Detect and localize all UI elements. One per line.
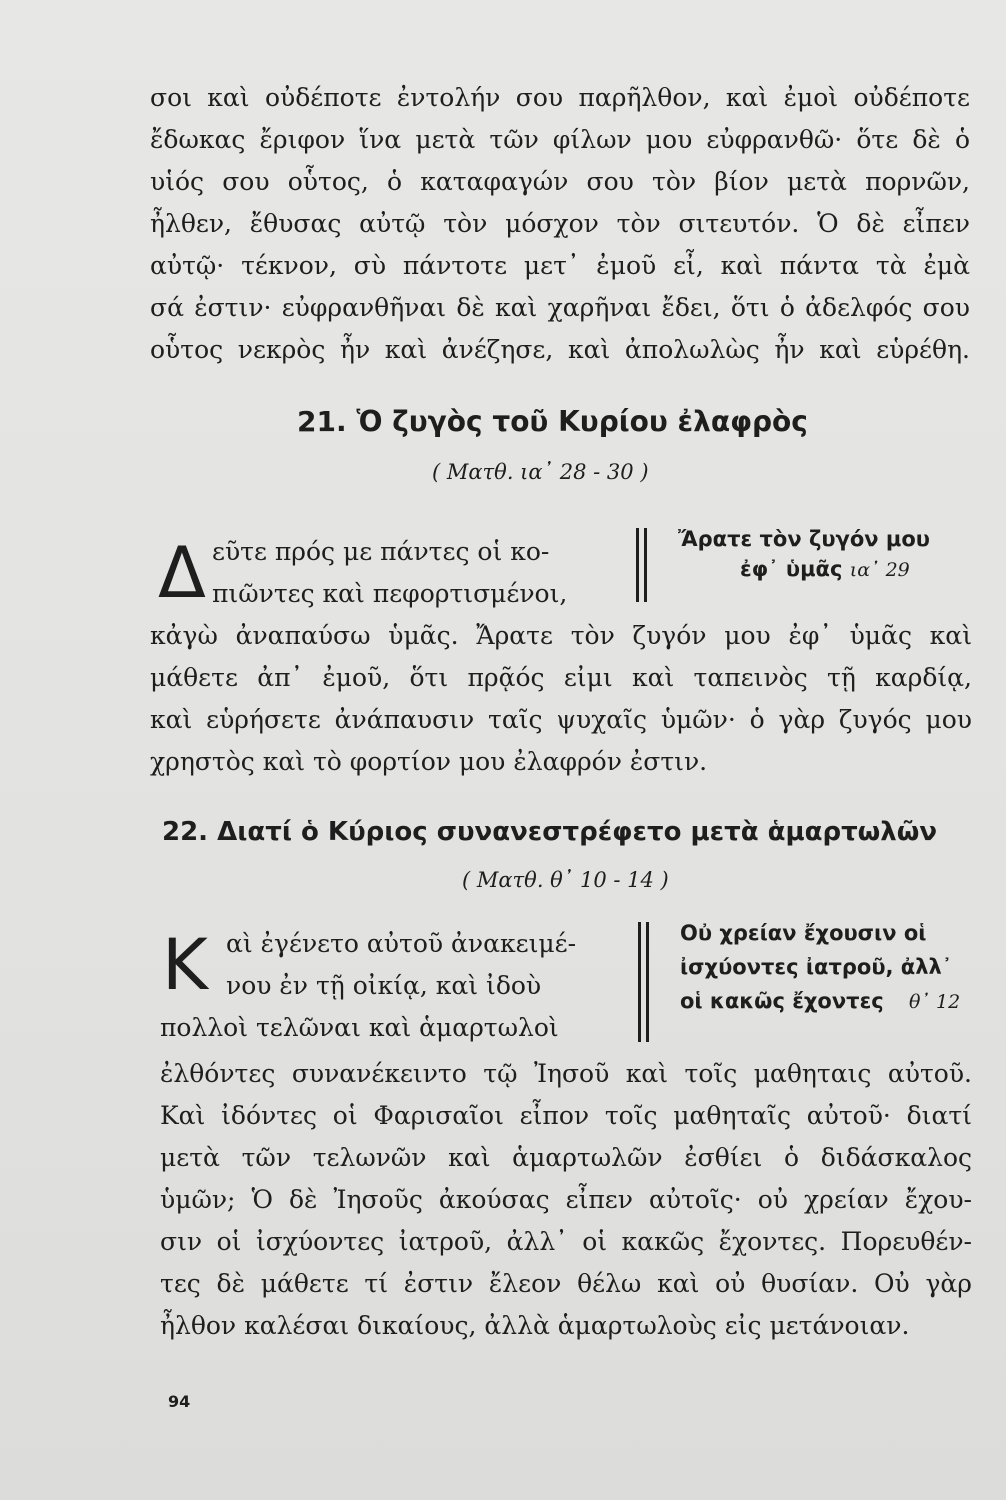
section-22-divider (638, 922, 641, 1042)
side-note-line: ἰσχύοντες ἰατροῦ, ἀλλ᾽ (680, 955, 953, 979)
page-number: 94 (168, 1392, 191, 1411)
section-22-divider (646, 922, 649, 1042)
section-21-body-line: καὶ εὑρήσετε ἀνάπαυσιν ταῖς ψυχαῖς ὑμῶν· ὁ γὰρ ζυγός μου (150, 705, 972, 734)
section-21-side-note (678, 524, 930, 585)
verse-reference: ια᾽ 29 (849, 559, 910, 581)
verse-reference: θ᾽ 12 (909, 991, 961, 1013)
section-22-reference: ( Ματθ. θ᾽ 10 - 14 ) (462, 868, 669, 892)
section-21-cap-line: εῦτε πρός με πάντες οἱ κο- (212, 537, 550, 566)
section-22-cap-line: αὶ ἐγένετο αὐτοῦ ἀνακειμέ- (226, 929, 577, 958)
section-22-drop-cap: Κ (162, 924, 208, 1006)
side-note-line: Ἄρατε τὸν ζυγόν μου (678, 527, 930, 551)
section-21-divider (644, 528, 647, 602)
side-note-line: Οὐ χρείαν ἔχουσιν οἱ (680, 921, 927, 945)
side-note-line (680, 986, 980, 1017)
intro-line: υἱός σου οὗτος, ὁ καταφαγών σου τὸν βίον μετὰ πορνῶν, (150, 167, 970, 196)
section-22-body-line: μετὰ τῶν τελωνῶν καὶ ἁμαρτωλῶν ἐσθίει ὁ διδάσκαλος (160, 1143, 972, 1172)
section-22-body-line: ἦλθον καλέσαι δικαίους, ἀλλὰ ἁμαρτωλοὺς εἰς μετάνοιαν. (160, 1311, 910, 1340)
section-22-body-line: σιν οἱ ἰσχύοντες ἰατροῦ, ἀλλ᾽ οἱ κακῶς ἔχοντες. Πορευθέν- (160, 1227, 972, 1256)
intro-line: οὗτος νεκρὸς ἦν καὶ ἀνέζησε, καὶ ἀπολωλὼς ἦν καὶ εὑρέθη. (150, 335, 970, 364)
intro-line: σά ἐστιν· εὐφρανθῆναι δὲ καὶ χαρῆναι ἔδει, ὅτι ὁ ἀδελφός σου (150, 293, 970, 322)
intro-line: ἦλθεν, ἔθυσας αὐτῷ τὸν μόσχον τὸν σιτευτόν. Ὁ δὲ εἶπεν (150, 209, 970, 238)
section-22-cap-line: νου ἐν τῇ οἰκίᾳ, καὶ ἰδοὺ (226, 971, 542, 1000)
section-22-body-line: Καὶ ἰδόντες οἱ Φαρισαῖοι εἶπον τοῖς μαθηταῖς αὐτοῦ· διατί (160, 1101, 972, 1130)
side-note-line (678, 554, 930, 585)
section-22-body-line: ὑμῶν; Ὁ δὲ Ἰησοῦς ἀκούσας εἶπεν αὐτοῖς· οὐ χρείαν ἔχου- (160, 1185, 972, 1214)
section-22-title: 22. Διατί ὁ Κύριος συνανεστρέφετο μετὰ ἁμαρτωλῶν (162, 817, 938, 847)
intro-line: σοι καὶ οὐδέποτε ἐντολήν σου παρῆλθον, καὶ ἐμοὶ οὐδέποτε (150, 83, 970, 112)
section-21-divider (636, 528, 639, 602)
intro-line: ἔδωκας ἔριφον ἵνα μετὰ τῶν φίλων μου εὐφρανθῶ· ὅτε δὲ ὁ (150, 125, 970, 154)
section-21-body-line: κἀγὼ ἀναπαύσω ὑμᾶς. Ἄρατε τὸν ζυγόν μου ἐφ᾽ ὑμᾶς καὶ (150, 621, 972, 650)
section-22-body-line: τες δὲ μάθετε τί ἐστιν ἔλεον θέλω καὶ οὐ θυσίαν. Οὐ γὰρ (160, 1269, 972, 1298)
section-21-reference: ( Ματθ. ια᾽ 28 - 30 ) (432, 460, 649, 484)
section-21-cap-line: πιῶντες καὶ πεφορτισμένοι, (212, 579, 568, 608)
side-note-text: οἱ κακῶς ἔχοντες (680, 989, 884, 1013)
section-22-body-line: ἐλθόντες συνανέκειντο τῷ Ἰησοῦ καὶ τοῖς μαθηταις αὐτοῦ. (160, 1059, 972, 1088)
section-21-drop-cap: Δ (158, 532, 206, 614)
section-21-body-line: χρηστὸς καὶ τὸ φορτίον μου ἐλαφρόν ἐστιν. (150, 747, 708, 776)
section-21-title: 21. Ὁ ζυγὸς τοῦ Κυρίου ἐλαφρὸς (297, 405, 808, 438)
section-22-side-note (680, 918, 980, 1017)
side-note-text: ἐφ᾽ ὑμᾶς (740, 557, 843, 581)
section-21-body-line: μάθετε ἀπ᾽ ἐμοῦ, ὅτι πρᾷός εἰμι καὶ ταπεινὸς τῇ καρδίᾳ, (150, 663, 972, 692)
intro-line: αὐτῷ· τέκνον, σὺ πάντοτε μετ᾽ ἐμοῦ εἶ, καὶ πάντα τὰ ἐμὰ (150, 251, 970, 280)
section-22-cap-line: πολλοὶ τελῶναι καὶ ἁμαρτωλοὶ (160, 1013, 559, 1042)
